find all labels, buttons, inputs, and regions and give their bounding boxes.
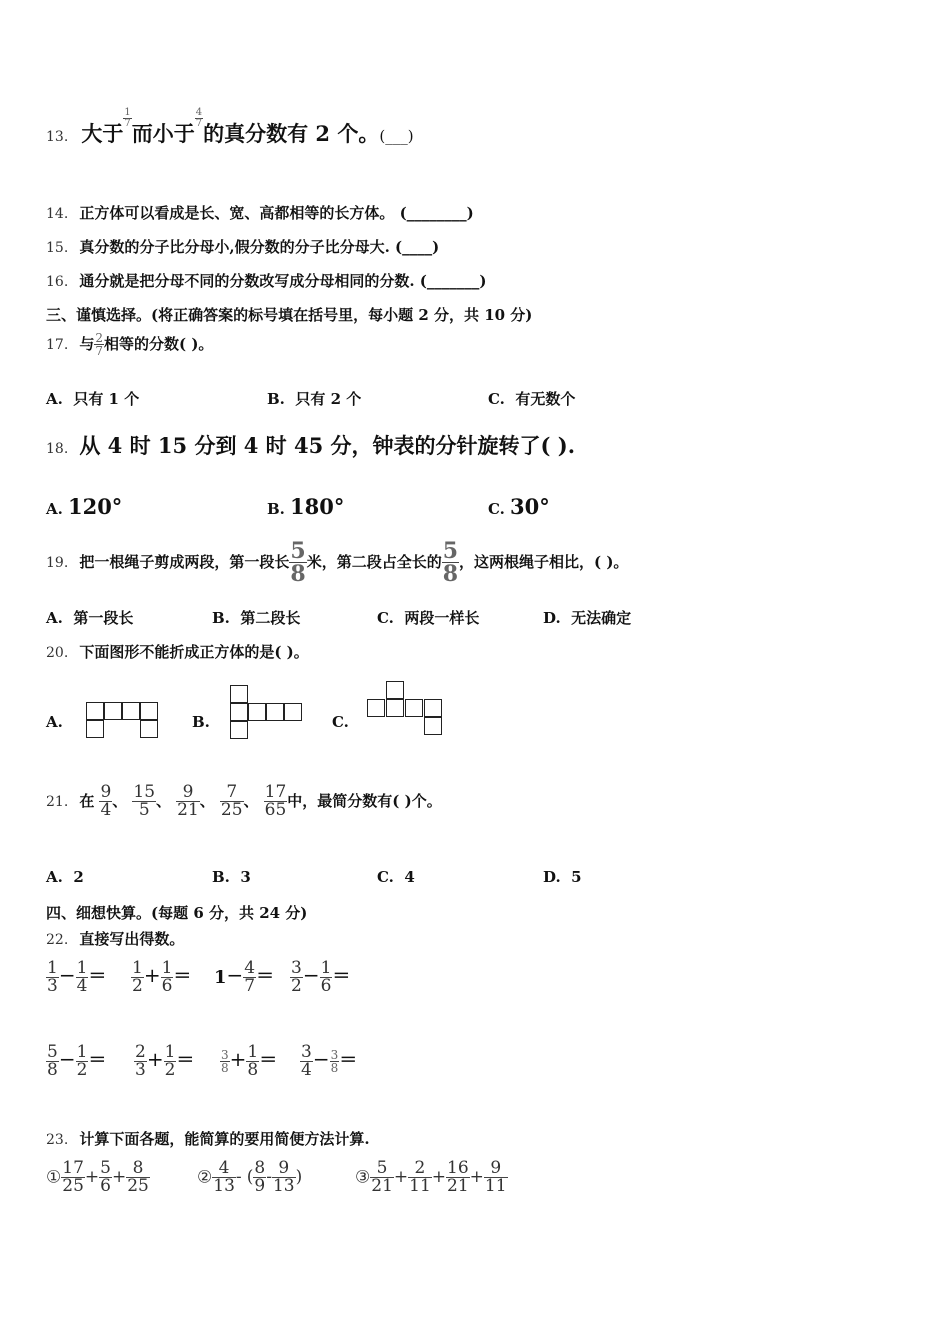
fraction: $\frac{1}{4}$	[76, 958, 88, 996]
answer-blank[interactable]: (___)	[379, 127, 414, 145]
option-b[interactable]: B. 3	[212, 868, 251, 886]
question-16: 16. 通分就是把分母不同的分数改写成分母相同的分数. (_______)	[46, 272, 487, 290]
fraction: $\frac{1}{8}$	[247, 1042, 259, 1080]
fraction: $\frac{4}{7}$	[195, 107, 203, 129]
option-b[interactable]: B. 第二段长	[212, 609, 301, 627]
fraction: $\frac{1}{7}$	[124, 107, 131, 129]
fraction: $\frac{1}{3}$	[47, 958, 58, 996]
calc-item: $\frac{3}{2}$ − $\frac{1}{6}$ ＝	[291, 958, 351, 996]
fraction: $\frac{3}{8}$	[221, 1048, 229, 1075]
fraction: $\frac{2}{3}$	[135, 1042, 146, 1080]
fraction: $\frac{5}{8}$	[290, 538, 306, 587]
fraction: $\frac{5}{6}$	[100, 1158, 111, 1196]
calc-item: $\frac{2}{3}$ + $\frac{1}{2}$ ＝	[135, 1042, 195, 1080]
calc-item: $\frac{1}{2}$ + $\frac{1}{6}$ ＝	[132, 958, 192, 996]
fraction: $\frac{1}{2}$	[164, 1042, 176, 1080]
calc-expression-1: ① $\frac{17}{25}$ + $\frac{5}{6}$ + $\frac{8}{25}$	[46, 1158, 149, 1196]
option-a[interactable]: A. 2	[46, 868, 84, 886]
fraction: $\frac{17}{25}$	[62, 1158, 84, 1196]
option-c[interactable]: C. 4	[377, 868, 415, 886]
question-18: 18. 从 4 时 15 分到 4 时 45 分，钟表的分针旋转了( ).	[46, 433, 576, 458]
fraction: $\frac{8}{9}$	[254, 1158, 266, 1196]
option-c[interactable]: C.	[332, 713, 349, 731]
calc-item: $\frac{3}{4}$ − $\frac{3}{8}$ ＝	[301, 1042, 358, 1080]
fraction: $\frac{5}{8}$	[442, 538, 459, 587]
option-b[interactable]: B. 只有 2 个	[267, 390, 362, 408]
fraction: $\frac{3}{2}$	[291, 958, 302, 996]
question-number: 13.	[46, 129, 69, 145]
option-c[interactable]: C. 有无数个	[488, 390, 576, 408]
question-22: 22. 直接写出得数。	[46, 930, 185, 948]
fraction: $\frac{3}{8}$	[330, 1048, 339, 1075]
question-21: 21. 在 $\frac{9}{4}$ 、 $\frac{15}{5}$ 、 $\frac{9}{21}$ 、 $\frac{7}{25}$ 、 $\frac{17}{65}$ 中，最简分数有( )个。	[46, 782, 442, 820]
question-20: 20. 下面图形不能折成正方体的是( )。	[46, 643, 309, 661]
fraction: $\frac{7}{25}$	[220, 782, 243, 820]
fraction: $\frac{4}{13}$	[213, 1158, 235, 1196]
calc-item: 1− $\frac{4}{7}$ ＝	[214, 958, 275, 996]
fraction: $\frac{1}{6}$	[320, 958, 332, 996]
fraction: $\frac{1}{6}$	[161, 958, 173, 996]
fraction: $\frac{17}{65}$	[264, 782, 287, 820]
fraction: $\frac{2}{7}$	[95, 331, 104, 358]
question-17: 17. 与 $\frac{2}{7}$ 相等的分数( )。	[46, 331, 214, 358]
option-d[interactable]: D. 5	[543, 868, 582, 886]
question-19: 19. 把一根绳子剪成两段，第一段长 $\frac{5}{8}$ 米，第二段占全长的 $\frac{5}{8}$ ，这两根绳子相比，( )。	[46, 538, 629, 587]
question-23: 23. 计算下面各题，能简算的要用简便方法计算.	[46, 1130, 370, 1148]
option-a[interactable]: A. 只有 1 个	[46, 390, 140, 408]
option-a[interactable]: A.	[46, 713, 63, 731]
fraction: $\frac{1}{2}$	[76, 1042, 88, 1080]
calc-expression-3: ③ $\frac{5}{21}$ + $\frac{2}{11}$ + $\frac{16}{21}$ + $\frac{9}{11}$	[355, 1158, 507, 1196]
fraction: $\frac{9}{11}$	[484, 1158, 507, 1196]
fraction: $\frac{16}{21}$	[447, 1158, 469, 1196]
fraction: $\frac{5}{21}$	[371, 1158, 393, 1196]
question-15: 15. 真分数的分子比分母小,假分数的分子比分母大. (____)	[46, 238, 440, 256]
fraction: $\frac{9}{21}$	[177, 782, 199, 820]
fraction: $\frac{3}{4}$	[301, 1042, 312, 1080]
calc-item: $\frac{3}{8}$ + $\frac{1}{8}$ ＝	[221, 1042, 278, 1080]
calc-item: $\frac{5}{8}$ − $\frac{1}{2}$ ＝	[47, 1042, 107, 1080]
fraction: $\frac{9}{4}$	[100, 782, 112, 820]
fraction: $\frac{1}{2}$	[132, 958, 143, 996]
fraction: $\frac{4}{7}$	[244, 958, 256, 996]
section-4-heading: 四、细想快算。(每题 6 分，共 24 分)	[46, 904, 308, 922]
option-a[interactable]: A. 第一段长	[46, 609, 134, 627]
calc-item: $\frac{1}{3}$ − $\frac{1}{4}$ ＝	[47, 958, 107, 996]
fraction: $\frac{15}{5}$	[133, 782, 156, 820]
fraction: $\frac{9}{13}$	[272, 1158, 295, 1196]
option-b[interactable]: B. 180°	[267, 494, 345, 519]
question-13: 13. 大于 $\frac{1}{7}$ 而小于 $\frac{4}{7}$ 的真分数有 2 个。(___)	[46, 107, 414, 146]
option-c[interactable]: C. 两段一样长	[377, 609, 480, 627]
fraction: $\frac{8}{25}$	[127, 1158, 149, 1196]
question-14: 14. 正方体可以看成是长、宽、高都相等的长方体。 (________)	[46, 204, 474, 222]
option-c[interactable]: C. 30°	[488, 494, 550, 519]
section-3-heading: 三、谨慎选择。(将正确答案的标号填在括号里，每小题 2 分，共 10 分)	[46, 306, 533, 324]
fraction: $\frac{2}{11}$	[409, 1158, 431, 1196]
option-d[interactable]: D. 无法确定	[543, 609, 632, 627]
fraction: $\frac{5}{8}$	[47, 1042, 58, 1080]
option-a[interactable]: A. 120°	[46, 494, 123, 519]
option-b[interactable]: B.	[192, 713, 210, 731]
calc-expression-2: ② $\frac{4}{13}$ - ( $\frac{8}{9}$ - $\frac{9}{13}$ )	[197, 1158, 303, 1196]
